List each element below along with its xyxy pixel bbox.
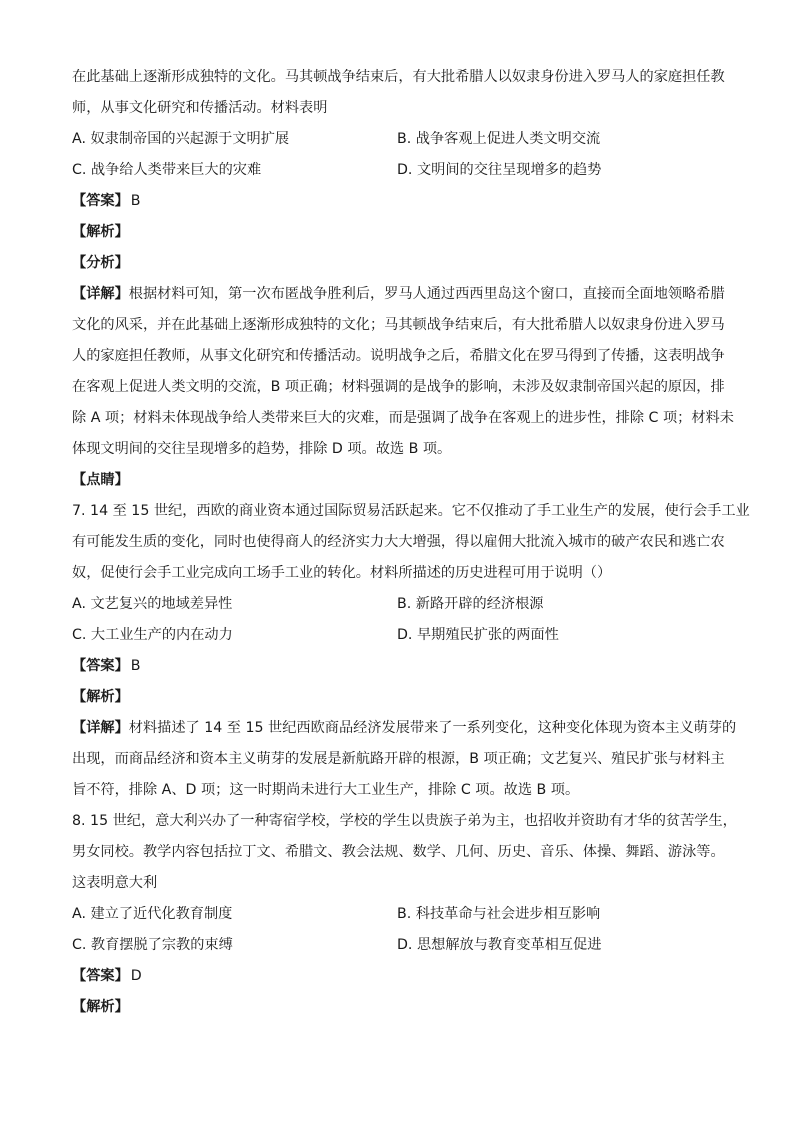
q8-stem-line: 男女同校。教学内容包括拉丁文、希腊文、教会法规、数学、几何、历史、音乐、体操、舞蹈、游泳等。 xyxy=(72,844,725,860)
q6-option-b: B. 战争客观上促进人类文明交流 xyxy=(397,131,601,147)
q6-detail-line: 在客观上促进人类文明的交流，B 项正确；材料强调的是战争的影响，未涉及奴隶制帝国兴起的原因，排 xyxy=(72,379,725,395)
q7-options-row xyxy=(72,620,728,651)
q6-detail-line: 体现文明间的交往呈现增多的趋势，排除 D 项。故选 B 项。 xyxy=(72,441,452,457)
q6-detail-line: 文化的风采，并在此基础上逐渐形成独特的文化；马其顿战争结束后，有大批希腊人以奴隶身份进入罗马 xyxy=(72,317,725,333)
answer-value: D xyxy=(130,968,142,984)
answer-tag: 【答案】 xyxy=(72,968,129,984)
q8-options-row xyxy=(72,899,728,930)
q8-analysis-heading xyxy=(72,992,728,1023)
q8-option-b: B. 科技革命与社会进步相互影响 xyxy=(397,906,601,922)
q7-options-row xyxy=(72,589,728,620)
q6-stem-line: 师，从事文化研究和传播活动。材料表明 xyxy=(72,100,328,116)
q6-detail-line: 除 A 项；材料未体现战争给人类带来巨大的灾难，而是强调了战争在客观上的进步性，排除 C 项；材料未 xyxy=(72,410,734,426)
fenxi-tag: 【分析】 xyxy=(72,255,129,271)
answer-value: B xyxy=(130,193,141,209)
detail-tag: 【详解】 xyxy=(72,720,129,736)
q6-option-d: D. 文明间的交往呈现增多的趋势 xyxy=(397,162,602,178)
q6-answer xyxy=(72,186,728,217)
q6-stem-line: 在此基础上逐渐形成独特的文化。马其顿战争结束后，有大批希腊人以奴隶身份进入罗马人的家庭担任教 xyxy=(72,69,725,85)
answer-tag: 【答案】 xyxy=(72,658,129,674)
q6-option-a: A. 奴隶制帝国的兴起源于文明扩展 xyxy=(72,131,290,147)
q6-fenxi-heading xyxy=(72,248,728,279)
q6-detail-line: 人的家庭担任教师，从事文化研究和传播活动。说明战争之后，希腊文化在罗马得到了传播，这表明战争 xyxy=(72,348,725,364)
detail-tag: 【详解】 xyxy=(72,286,129,302)
detail-text: 根据材料可知，第一次布匿战争胜利后，罗马人通过西西里岛这个窗口，直接而全面地领略希腊 xyxy=(128,286,725,302)
q7-analysis-heading xyxy=(72,682,728,713)
q7-option-d: D. 早期殖民扩张的两面性 xyxy=(397,627,559,643)
q7-option-b: B. 新路开辟的经济根源 xyxy=(397,596,544,612)
q7-stem-line: 7. 14 至 15 世纪，西欧的商业资本通过国际贸易活跃起来。它不仅推动了手工业生产的发展，使行会手工业 xyxy=(72,503,750,519)
q8-stem-line: 这表明意大利 xyxy=(72,875,158,891)
q8-option-d: D. 思想解放与教育变革相互促进 xyxy=(397,937,602,953)
q8-option-c: C. 教育摆脱了宗教的束缚 xyxy=(72,937,233,953)
document-page xyxy=(72,62,750,1023)
q6-option-c: C. 战争给人类带来巨大的灾难 xyxy=(72,162,262,178)
q7-detail-line xyxy=(72,713,737,744)
q8-answer xyxy=(72,961,728,992)
q8-options-row xyxy=(72,930,728,961)
q7-answer xyxy=(72,651,728,682)
q7-stem-line: 奴，促使行会手工业完成向工场手工业的转化。材料所描述的历史进程可用于说明（） xyxy=(72,565,612,581)
dianjing-tag: 【点睛】 xyxy=(72,472,129,488)
q7-option-c: C. 大工业生产的内在动力 xyxy=(72,627,233,643)
answer-value: B xyxy=(130,658,141,674)
q7-option-a: A. 文艺复兴的地域差异性 xyxy=(72,596,233,612)
q6-options-row xyxy=(72,124,728,155)
answer-tag: 【答案】 xyxy=(72,193,129,209)
q6-dianjing-heading xyxy=(72,465,728,496)
analysis-tag: 【解析】 xyxy=(72,689,129,705)
q7-stem-line: 有可能发生质的变化，同时也使得商人的经济实力大大增强，得以雇佣大批流入城市的破产农民和逃亡农 xyxy=(72,534,725,550)
q8-stem-line: 8. 15 世纪，意大利兴办了一种寄宿学校，学校的学生以贵族子弟为主，也招收并资助有才华的贫苦学生， xyxy=(72,813,737,829)
analysis-tag: 【解析】 xyxy=(72,999,129,1015)
analysis-tag: 【解析】 xyxy=(72,224,129,240)
q7-detail-line: 出现，而商品经济和资本主义萌芽的发展是新航路开辟的根源，B 项正确；文艺复兴、殖民扩张与材料主 xyxy=(72,751,725,767)
detail-text: 材料描述了 14 至 15 世纪西欧商品经济发展带来了一系列变化，这种变化体现为资本主义萌芽的 xyxy=(128,720,737,736)
q6-options-row xyxy=(72,155,728,186)
q7-detail-line: 旨不符，排除 A、D 项；这一时期尚未进行大工业生产，排除 C 项。故选 B 项。 xyxy=(72,782,580,798)
q8-option-a: A. 建立了近代化教育制度 xyxy=(72,906,233,922)
q6-analysis-heading xyxy=(72,217,728,248)
q6-detail-line xyxy=(72,279,728,310)
